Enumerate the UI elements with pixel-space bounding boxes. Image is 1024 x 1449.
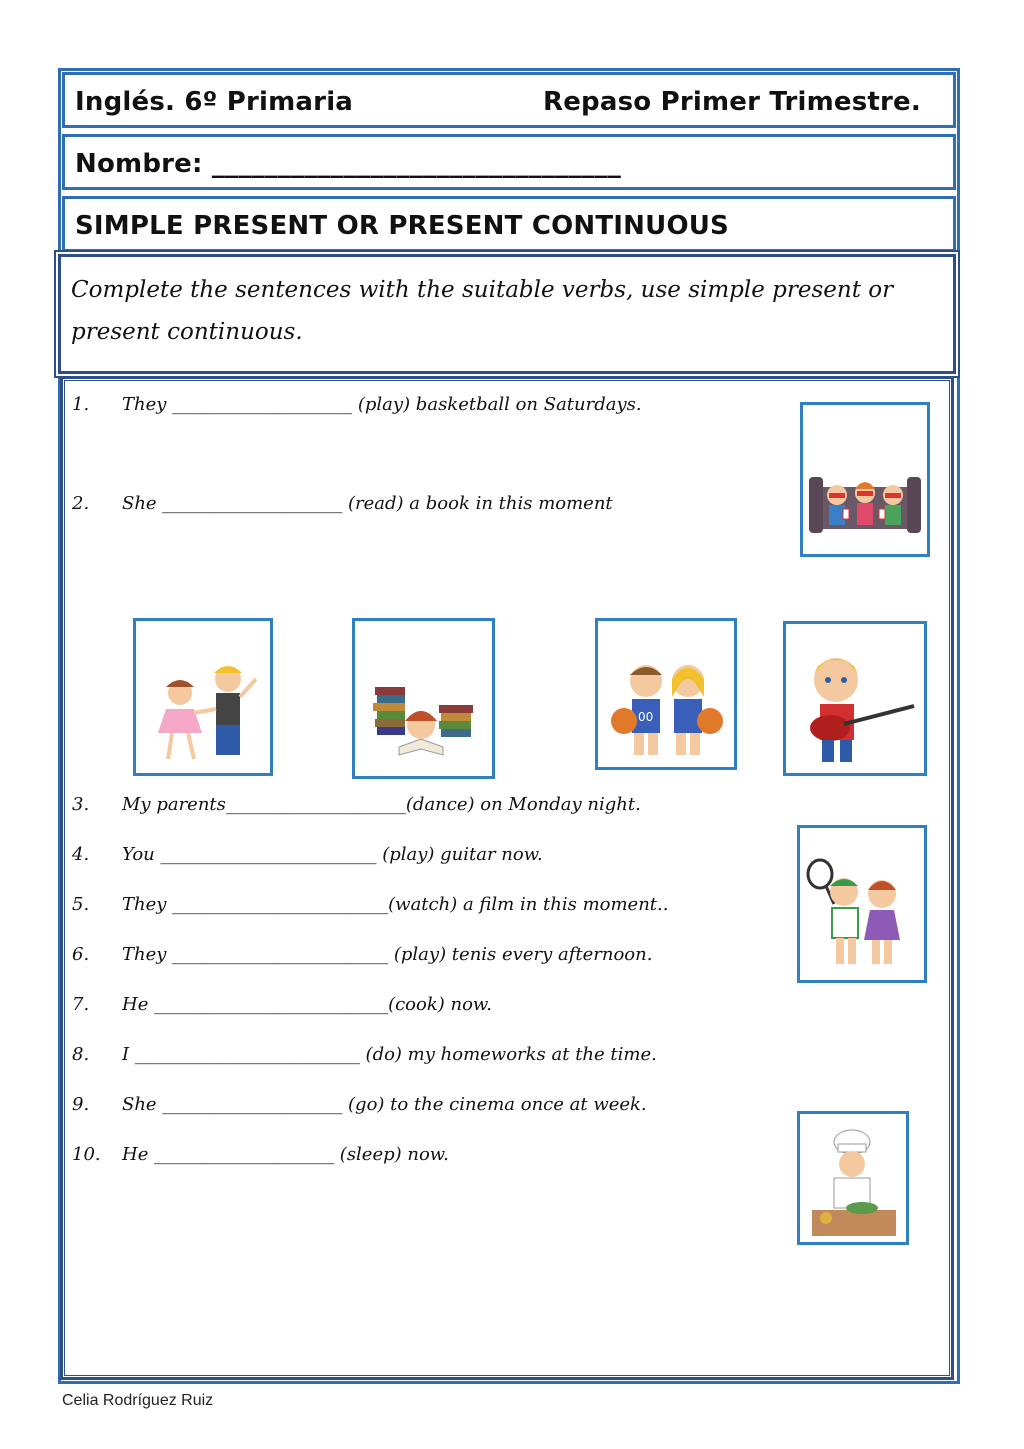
- girl-reading-books-icon: [355, 621, 492, 776]
- sentence-text: They ________________________ (play) tenis every afternoon.: [122, 944, 653, 965]
- kids-playing-tennis-icon: [800, 828, 924, 980]
- name-field-label: Nombre: _______________________________: [75, 149, 622, 179]
- sentence-text: They ____________________ (play) basketball on Saturdays.: [122, 394, 642, 415]
- sentence-text: He ____________________ (sleep) now.: [122, 1144, 449, 1165]
- instructions-box: [58, 254, 956, 374]
- sentence-text: My parents____________________(dance) on Monday night.: [122, 794, 641, 815]
- author-footer: Celia Rodríguez Ruiz: [62, 1392, 214, 1409]
- sentence-number: 8.: [72, 1044, 90, 1065]
- children-at-cinema-icon: [803, 405, 927, 554]
- sentence-text: She ____________________ (read) a book in this moment: [122, 493, 613, 514]
- chef-boy-cooking-icon: [800, 1114, 906, 1242]
- topic-title: SIMPLE PRESENT OR PRESENT CONTINUOUS: [75, 211, 729, 241]
- sentence-text: She ____________________ (go) to the cinema once at week.: [122, 1094, 647, 1115]
- subject-title: Inglés. 6º Primaria: [75, 87, 354, 117]
- header-title-bar: [62, 72, 956, 128]
- kids-with-basketballs-icon: [598, 621, 734, 767]
- name-bar: [62, 134, 956, 190]
- sentence-number: 7.: [72, 994, 90, 1015]
- cinema-picture: [800, 402, 930, 557]
- sentence-number: 4.: [72, 844, 90, 865]
- sentence-number: 9.: [72, 1094, 90, 1115]
- guitar-picture: [783, 621, 927, 776]
- cooking-picture: [797, 1111, 909, 1245]
- sentence-number: 3.: [72, 794, 90, 815]
- basketball-picture: [595, 618, 737, 770]
- sentence-number: 2.: [72, 493, 90, 514]
- instructions-text: Complete the sentences with the suitable verbs, use simple present or present continuous.: [71, 277, 894, 345]
- reading-picture: [352, 618, 495, 779]
- sentence-number: 1.: [72, 394, 90, 415]
- boy-playing-guitar-icon: [786, 624, 924, 773]
- sentence-text: They ________________________(watch) a film in this moment..: [122, 894, 669, 915]
- dancing-picture: [133, 618, 273, 776]
- sentence-text: I _________________________ (do) my homeworks at the time.: [122, 1044, 657, 1065]
- sentence-text: He __________________________(cook) now.: [122, 994, 492, 1015]
- sentence-number: 6.: [72, 944, 90, 965]
- sentence-number: 5.: [72, 894, 90, 915]
- sentence-text: You ________________________ (play) guitar now.: [122, 844, 543, 865]
- topic-bar: [62, 196, 956, 252]
- tennis-picture: [797, 825, 927, 983]
- unit-title: Repaso Primer Trimestre.: [543, 87, 921, 117]
- svg-text:00: 00: [638, 710, 654, 724]
- sentence-number: 10.: [72, 1144, 101, 1165]
- children-dancing-icon: [136, 621, 270, 773]
